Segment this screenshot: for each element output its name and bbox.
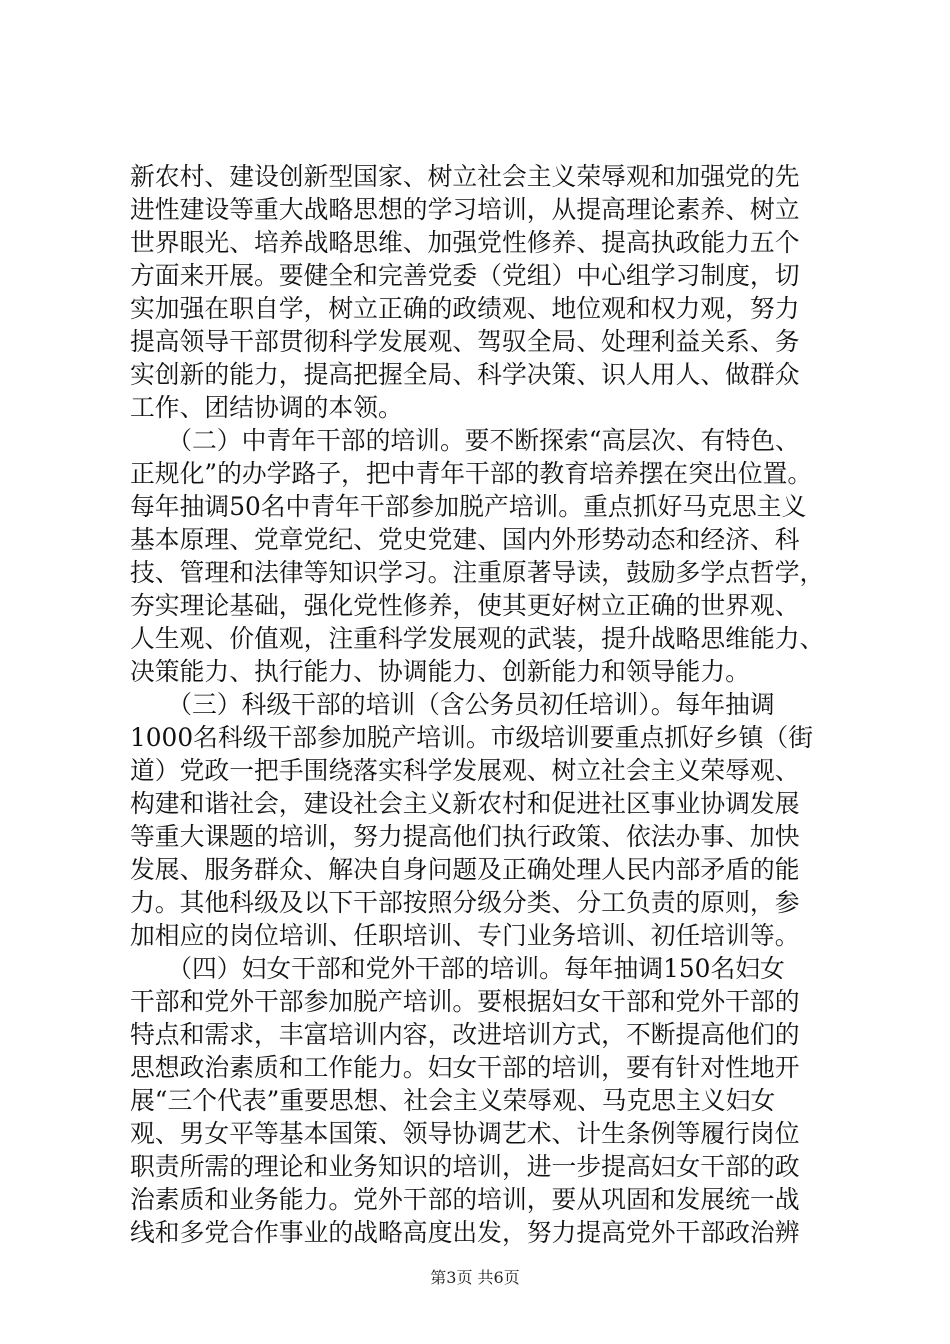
page-footer: 第3页 共6页 <box>430 1268 520 1287</box>
text-line: 力。其他科级及以下干部按照分级分类、分工负责的原则，参 <box>130 888 800 917</box>
text-line: 正规化”的办学路子，把中青年干部的教育培养摆在突出位置。 <box>130 459 813 488</box>
text-line: 技、管理和法律等知识学习。注重原著导读，鼓励多学点哲学， <box>130 558 825 587</box>
text-line: （三）科级干部的培训（含公务员初任培训）。每年抽调 <box>130 690 775 719</box>
text-line: 展“三个代表”重要思想、社会主义荣辱观、马克思主义妇女 <box>130 1086 776 1115</box>
text-line: 治素质和业务能力。党外干部的培训，要从巩固和发展统一战 <box>130 1185 800 1214</box>
text-line: 世界眼光、培养战略思维、加强党性修养、提高执政能力五个 <box>130 228 800 257</box>
text-line: 1000名科级干部参加脱产培训。市级培训要重点抓好乡镇（街 <box>130 723 814 752</box>
text-line: 实创新的能力，提高把握全局、科学决策、识人用人、做群众 <box>130 360 800 389</box>
text-line: 等重大课题的培训，努力提高他们执行政策、依法办事、加快 <box>130 822 800 851</box>
text-line: 每年抽调50名中青年干部参加脱产培训。重点抓好马克思主义 <box>130 492 807 521</box>
text-line: 思想政治素质和工作能力。妇女干部的培训，要有针对性地开 <box>130 1053 800 1082</box>
text-line: 干部和党外干部参加脱产培训。要根据妇女干部和党外干部的 <box>130 987 800 1016</box>
text-line: 决策能力、执行能力、协调能力、创新能力和领导能力。 <box>130 657 750 686</box>
text-line: 道）党政一把手围绕落实科学发展观、树立社会主义荣辱观、 <box>130 756 800 785</box>
text-line: 观、男女平等基本国策、领导协调艺术、计生条例等履行岗位 <box>130 1119 800 1148</box>
text-line: 实加强在职自学，树立正确的政绩观、地位观和权力观，努力 <box>130 294 800 323</box>
text-line: （二）中青年干部的培训。要不断探索“高层次、有特色、 <box>130 426 800 455</box>
text-line: （四）妇女干部和党外干部的培训。每年抽调150名妇女 <box>130 954 785 983</box>
text-line: 进性建设等重大战略思想的学习培训，从提高理论素养、树立 <box>130 195 800 224</box>
text-line: 新农村、建设创新型国家、树立社会主义荣辱观和加强党的先 <box>130 162 800 191</box>
text-line: 人生观、价值观，注重科学发展观的武装，提升战略思维能力、 <box>130 624 825 653</box>
text-line: 职责所需的理论和业务知识的培训，进一步提高妇女干部的政 <box>130 1152 800 1181</box>
text-line: 夯实理论基础，强化党性修养，使其更好树立正确的世界观、 <box>130 591 800 620</box>
text-line: 特点和需求，丰富培训内容，改进培训方式，不断提高他们的 <box>130 1020 800 1049</box>
body-text <box>130 160 835 1249</box>
text-line: 基本原理、党章党纪、党史党建、国内外形势动态和经济、科 <box>130 525 800 554</box>
text-line: 加相应的岗位培训、任职培训、专门业务培训、初任培训等。 <box>130 921 800 950</box>
text-line: 工作、团结协调的本领。 <box>130 393 403 422</box>
text-line: 构建和谐社会，建设社会主义新农村和促进社区事业协调发展 <box>130 789 800 818</box>
text-line: 方面来开展。要健全和完善党委（党组）中心组学习制度，切 <box>130 261 800 290</box>
text-line: 线和多党合作事业的战略高度出发，努力提高党外干部政治辨 <box>130 1218 800 1247</box>
text-line: 提高领导干部贯彻科学发展观、驾驭全局、处理利益关系、务 <box>130 327 800 356</box>
text-line: 发展、服务群众、解决自身问题及正确处理人民内部矛盾的能 <box>130 855 800 884</box>
